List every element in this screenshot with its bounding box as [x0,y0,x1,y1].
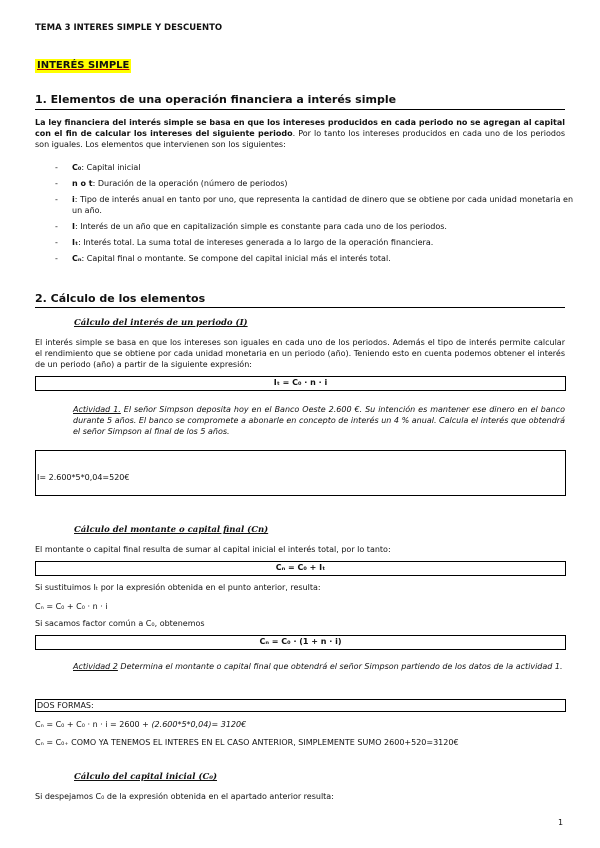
topic-title-text: INTERÉS SIMPLE [37,60,130,71]
activity-1 [73,404,565,437]
page-number: 1 [558,818,564,827]
activity-2-label: Actividad 2 [73,662,118,671]
intro-bold: La ley financiera del interés simple se basa en que los intereses producidos en cada periodo no se agregan al capital con el fin de calcular los intereses del siguiente periodo [35,118,565,138]
subsection-montante-text: El montante o capital final resulta de sumar al capital inicial el interés total, por lo tanto: [35,545,391,554]
montante-expression: Cₙ = C₀ + C₀ · n · i [35,602,108,611]
montante-text-3: Si sacamos factor común a C₀, obtenemos [35,619,205,628]
formula-montante: Cₙ = C₀ + Iₜ [35,561,566,576]
term: C₀ [72,163,82,172]
desc: : Duración de la operación (número de periodos) [92,179,288,188]
desc: : Capital inicial [81,163,141,172]
section-2-rule [35,307,565,308]
formula-interest: Iₜ = C₀ · n · i [35,376,566,391]
answer-2-line-2: Cₙ = C₀₊ COMO YA TENEMOS EL INTERES EN EL CASO ANTERIOR, SIMPLEMENTE SUMO 2600+520=3120€ [35,738,459,747]
answer-2-label: DOS FORMAS: [37,701,94,710]
intro-rest: . Por lo tanto los intereses producidos en cada uno de los periodos son iguales. Los elementos que intervienen son los siguientes: [35,129,566,149]
answer-box-2 [35,699,566,712]
list-item: - i: Tipo de interés anual en tanto por uno, que representa la cantidad de dinero que se obtiene por cada unidad monetaria en un año. [55,195,574,215]
list-item: - I: Interés de un año que en capitalización simple es constante para cada uno de los periodos. [55,222,447,231]
section-1-intro [35,117,565,150]
section-2-heading: 2. Cálculo de los elementos [35,292,206,305]
term: Iₜ [72,238,79,247]
answer-1-text: I= 2.600*5*0,04=520€ [37,473,130,482]
subsection-montante-title: Cálculo del montante o capital final (Cn) [74,525,269,535]
activity-1-label: Actividad 1. [73,405,121,414]
activity-1-text: El señor Simpson deposita hoy en el Banco Oeste 2.600 €. Su intención es mantener ese dinero en el banco durante 5 años. El banco se compromete a abonarle en concepto de interés un 4 % anual. Calcula el interés que obtendrá el señor Simpson al final de los 5 años. [73,405,566,436]
formula-montante-factor: Cₙ = C₀ · (1 + n · i) [35,635,566,650]
section-1-rule [35,109,565,110]
term: Cₙ [72,254,82,263]
answer-2-line-1-b: (2.600*5*0,04)= 3120€ [151,720,247,729]
montante-text-2: Si sustituimos Iₜ por la expresión obtenida en el punto anterior, resulta: [35,583,321,592]
desc: : Capital final o montante. Se compone del capital inicial más el interés total. [81,254,391,263]
activity-2-text: Determina el montante o capital final que obtendrá el señor Simpson partiendo de los datos de la actividad 1. [117,662,563,671]
answer-2-line-1-a: Cₙ = C₀ + C₀ · n · i = 2600 + [35,720,152,729]
subsection-interest-title: Cálculo del interés de un periodo (I) [74,318,248,328]
subsection-interest-text: El interés simple se basa en que los intereses son iguales en cada uno de los periodos. Además el tipo de interés permite calcular el rendimiento que se obtiene por cada unidad monetaria en un periodo (año). Teniendo esto en cuenta podemos obtener el interés de un periodo (año) a partir de la siguiente expresión: [35,338,565,369]
term: i [72,195,75,204]
activity-2 [73,661,565,672]
document-header: TEMA 3 INTERES SIMPLE Y DESCUENTO [35,23,223,33]
subsection-capital-inicial-title: Cálculo del capital inicial (C₀) [74,772,218,782]
subsection-capital-inicial-text: Si despejamos C₀ de la expresión obtenida en el apartado anterior resulta: [35,792,334,801]
list-item: - C₀: Capital inicial [55,163,141,172]
answer-box-1 [35,450,566,496]
desc: : Interés de un año que en capitalización simple es constante para cada uno de los periodos. [74,222,447,231]
desc: : Interés total. La suma total de intereses generada a lo largo de la operación financiera. [78,238,434,247]
section-1-heading: 1. Elementos de una operación financiera a interés simple [35,93,397,106]
term: n o t [72,179,93,188]
elements-list [55,162,575,269]
answer-2-line-1 [35,719,246,730]
topic-title [35,59,131,73]
list-item: - n o t: Duración de la operación (número de periodos) [55,179,288,188]
desc: : Tipo de interés anual en tanto por uno, que representa la cantidad de dinero que se obtiene por cada unidad monetaria en un año. [72,195,574,215]
list-item: - Cₙ: Capital final o montante. Se compone del capital inicial más el interés total. [55,254,391,263]
list-item: - Iₜ: Interés total. La suma total de intereses generada a lo largo de la operación financiera. [55,238,434,247]
term: I [72,222,75,231]
